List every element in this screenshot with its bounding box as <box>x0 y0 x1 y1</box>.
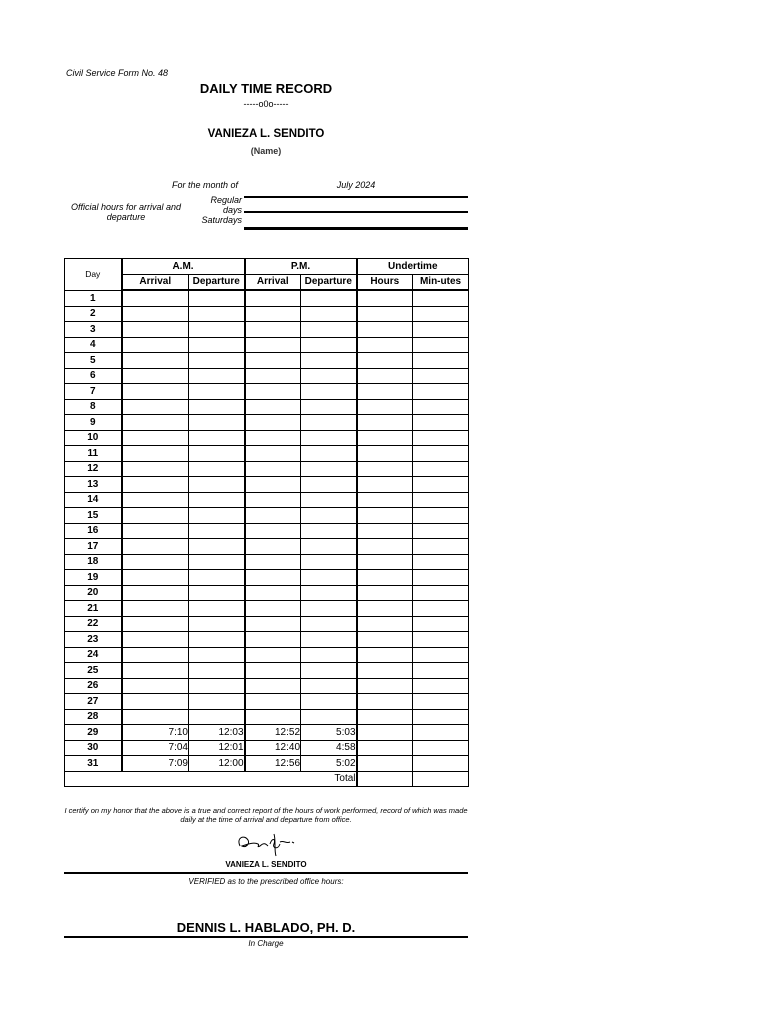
day-cell: 20 <box>65 585 122 601</box>
undertime-minutes-cell <box>413 554 469 570</box>
pm-departure-cell <box>301 647 357 663</box>
am-departure-cell <box>189 647 245 663</box>
table-row <box>65 523 469 539</box>
am-departure-cell <box>189 446 245 462</box>
am-departure-cell <box>189 678 245 694</box>
undertime-hours-cell <box>357 523 413 539</box>
undertime-minutes-cell <box>413 616 469 632</box>
table-row <box>65 337 469 353</box>
am-departure-cell <box>189 322 245 338</box>
table-row <box>65 585 469 601</box>
pm-arrival-cell <box>245 694 301 710</box>
am-arrival-cell <box>122 694 189 710</box>
pm-header: P.M. <box>245 259 357 275</box>
in-charge-caption: In Charge <box>248 939 284 948</box>
table-row <box>65 477 469 493</box>
am-departure-cell <box>189 353 245 369</box>
hours-header: Hours <box>357 274 413 290</box>
am-arrival-cell <box>122 570 189 586</box>
pm-departure-cell <box>301 492 357 508</box>
am-departure-cell <box>189 554 245 570</box>
pm-departure-cell <box>301 585 357 601</box>
month-label: For the month of <box>171 180 238 190</box>
minutes-header: Min-utes <box>413 274 469 290</box>
am-departure-cell <box>189 632 245 648</box>
am-arrival-cell <box>122 492 189 508</box>
am-arrival-cell <box>122 663 189 679</box>
undertime-hours-cell <box>357 461 413 477</box>
am-arrival-cell <box>122 337 189 353</box>
am-arrival-cell <box>122 554 189 570</box>
pm-departure-cell <box>301 616 357 632</box>
month-underline <box>244 196 468 198</box>
pm-arrival-cell: 12:52 <box>245 725 301 741</box>
am-departure-cell <box>189 663 245 679</box>
undertime-minutes-cell <box>413 523 469 539</box>
undertime-hours-cell <box>357 384 413 400</box>
pm-departure-cell <box>301 415 357 431</box>
undertime-minutes-cell <box>413 461 469 477</box>
table-row <box>65 554 469 570</box>
day-cell: 26 <box>65 678 122 694</box>
day-cell: 7 <box>65 384 122 400</box>
am-arrival-cell <box>122 477 189 493</box>
table-row <box>65 740 469 756</box>
am-arrival-cell <box>122 647 189 663</box>
undertime-minutes-cell <box>413 337 469 353</box>
table-row <box>65 756 469 772</box>
undertime-hours-cell <box>357 492 413 508</box>
pm-departure-cell <box>301 663 357 679</box>
table-row <box>65 399 469 415</box>
undertime-minutes-cell <box>413 539 469 555</box>
am-arrival-cell <box>122 446 189 462</box>
pm-arrival-cell <box>245 306 301 322</box>
am-departure-cell <box>189 384 245 400</box>
saturdays-underline <box>244 227 468 230</box>
pm-departure-cell <box>301 306 357 322</box>
day-cell: 18 <box>65 554 122 570</box>
day-cell: 29 <box>65 725 122 741</box>
day-cell: 2 <box>65 306 122 322</box>
am-arrival-cell <box>122 399 189 415</box>
undertime-hours-cell <box>357 446 413 462</box>
undertime-hours-cell <box>357 368 413 384</box>
regular-days-underline <box>244 211 468 213</box>
pm-departure-cell <box>301 570 357 586</box>
page-title: DAILY TIME RECORD <box>199 81 333 96</box>
pm-arrival-cell <box>245 290 301 306</box>
am-departure-cell <box>189 290 245 306</box>
undertime-minutes-cell <box>413 632 469 648</box>
am-arrival-cell: 7:09 <box>122 756 189 772</box>
am-arrival-cell <box>122 585 189 601</box>
undertime-hours-cell <box>357 647 413 663</box>
table-row <box>65 663 469 679</box>
day-cell: 5 <box>65 353 122 369</box>
pm-departure-cell <box>301 368 357 384</box>
undertime-hours-cell <box>357 415 413 431</box>
undertime-hours-cell <box>357 585 413 601</box>
undertime-minutes-cell <box>413 415 469 431</box>
day-cell: 10 <box>65 430 122 446</box>
day-cell: 1 <box>65 290 122 306</box>
undertime-minutes-cell <box>413 399 469 415</box>
undertime-minutes-cell <box>413 368 469 384</box>
undertime-hours-cell <box>357 632 413 648</box>
day-cell: 28 <box>65 709 122 725</box>
pm-arrival-cell <box>245 430 301 446</box>
total-minutes-cell <box>413 771 469 787</box>
day-cell: 17 <box>65 539 122 555</box>
undertime-minutes-cell <box>413 756 469 772</box>
undertime-hours-cell <box>357 399 413 415</box>
pm-arrival-cell <box>245 492 301 508</box>
day-cell: 9 <box>65 415 122 431</box>
in-charge-line <box>64 936 468 938</box>
pm-arrival-cell <box>245 585 301 601</box>
undertime-hours-cell <box>357 337 413 353</box>
total-hours-cell <box>357 771 413 787</box>
am-arrival-cell <box>122 709 189 725</box>
am-arrival-cell <box>122 632 189 648</box>
undertime-hours-cell <box>357 508 413 524</box>
am-header: A.M. <box>122 259 245 275</box>
am-departure-cell: 12:03 <box>189 725 245 741</box>
pm-departure-cell <box>301 601 357 617</box>
pm-departure-cell <box>301 290 357 306</box>
am-departure-cell <box>189 539 245 555</box>
pm-arrival-cell <box>245 539 301 555</box>
am-departure-cell <box>189 337 245 353</box>
undertime-hours-cell <box>357 740 413 756</box>
am-departure-cell <box>189 492 245 508</box>
undertime-minutes-cell <box>413 694 469 710</box>
pm-departure-cell <box>301 337 357 353</box>
am-departure-cell <box>189 709 245 725</box>
pm-arrival-cell <box>245 337 301 353</box>
pm-departure-cell <box>301 353 357 369</box>
pm-departure-cell: 4:58 <box>301 740 357 756</box>
day-cell: 23 <box>65 632 122 648</box>
employee-name-heading: VANIEZA L. SENDITO <box>207 128 325 140</box>
am-departure-cell <box>189 461 245 477</box>
month-value: July 2024 <box>336 180 376 190</box>
pm-arrival-cell <box>245 523 301 539</box>
undertime-minutes-cell <box>413 384 469 400</box>
table-row <box>65 353 469 369</box>
am-departure-cell <box>189 430 245 446</box>
pm-departure-cell <box>301 554 357 570</box>
verified-text: VERIFIED as to the prescribed office hours: <box>188 877 344 886</box>
undertime-hours-cell <box>357 290 413 306</box>
undertime-hours-cell <box>357 539 413 555</box>
day-header: Day <box>65 259 122 291</box>
undertime-hours-cell <box>357 306 413 322</box>
am-departure-cell <box>189 616 245 632</box>
undertime-hours-cell <box>357 554 413 570</box>
am-arrival-cell <box>122 368 189 384</box>
pm-departure-cell <box>301 678 357 694</box>
pm-arrival-header: Arrival <box>245 274 301 290</box>
table-row <box>65 678 469 694</box>
table-row <box>65 322 469 338</box>
undertime-hours-cell <box>357 353 413 369</box>
day-cell: 13 <box>65 477 122 493</box>
pm-departure-cell <box>301 632 357 648</box>
am-departure-cell <box>189 477 245 493</box>
pm-departure-cell <box>301 430 357 446</box>
table-row <box>65 384 469 400</box>
undertime-minutes-cell <box>413 601 469 617</box>
day-cell: 27 <box>65 694 122 710</box>
am-arrival-cell: 7:10 <box>122 725 189 741</box>
pm-departure-cell: 5:02 <box>301 756 357 772</box>
am-departure-cell <box>189 368 245 384</box>
undertime-minutes-cell <box>413 663 469 679</box>
undertime-hours-cell <box>357 430 413 446</box>
table-row <box>65 430 469 446</box>
day-cell: 21 <box>65 601 122 617</box>
am-departure-cell <box>189 694 245 710</box>
am-departure-cell <box>189 508 245 524</box>
am-departure-cell <box>189 415 245 431</box>
day-cell: 14 <box>65 492 122 508</box>
pm-departure-cell <box>301 694 357 710</box>
name-caption: (Name) <box>250 146 282 156</box>
undertime-minutes-cell <box>413 322 469 338</box>
table-row <box>65 601 469 617</box>
am-arrival-cell <box>122 322 189 338</box>
pm-arrival-cell <box>245 508 301 524</box>
undertime-minutes-cell <box>413 430 469 446</box>
am-departure-cell <box>189 601 245 617</box>
pm-departure-cell <box>301 384 357 400</box>
saturdays-label: Saturdays <box>201 215 242 225</box>
day-cell: 12 <box>65 461 122 477</box>
day-cell: 16 <box>65 523 122 539</box>
undertime-hours-cell <box>357 663 413 679</box>
signature-line <box>64 872 468 874</box>
table-row <box>65 709 469 725</box>
table-row <box>65 694 469 710</box>
table-row <box>65 415 469 431</box>
pm-departure-cell <box>301 539 357 555</box>
am-departure-cell <box>189 585 245 601</box>
day-cell: 8 <box>65 399 122 415</box>
undertime-minutes-cell <box>413 585 469 601</box>
pm-arrival-cell <box>245 322 301 338</box>
day-cell: 6 <box>65 368 122 384</box>
official-hours-label: Official hours for arrival and departure <box>70 202 182 222</box>
undertime-hours-cell <box>357 725 413 741</box>
pm-arrival-cell: 12:56 <box>245 756 301 772</box>
day-cell: 11 <box>65 446 122 462</box>
pm-departure-cell <box>301 477 357 493</box>
am-arrival-cell <box>122 306 189 322</box>
pm-departure-header: Departure <box>301 274 357 290</box>
undertime-minutes-cell <box>413 508 469 524</box>
undertime-minutes-cell <box>413 570 469 586</box>
undertime-minutes-cell <box>413 647 469 663</box>
pm-arrival-cell <box>245 616 301 632</box>
undertime-minutes-cell <box>413 725 469 741</box>
undertime-minutes-cell <box>413 306 469 322</box>
pm-arrival-cell <box>245 384 301 400</box>
pm-arrival-cell <box>245 477 301 493</box>
am-departure-header: Departure <box>189 274 245 290</box>
pm-departure-cell <box>301 322 357 338</box>
am-arrival-cell <box>122 523 189 539</box>
undertime-hours-cell <box>357 570 413 586</box>
pm-arrival-cell <box>245 570 301 586</box>
pm-arrival-cell <box>245 601 301 617</box>
pm-arrival-cell <box>245 709 301 725</box>
time-record-table <box>64 258 469 787</box>
undertime-hours-cell <box>357 477 413 493</box>
am-arrival-cell <box>122 508 189 524</box>
pm-arrival-cell <box>245 461 301 477</box>
employee-signature-name: VANIEZA L. SENDITO <box>225 860 307 869</box>
undertime-minutes-cell <box>413 740 469 756</box>
pm-arrival-cell <box>245 368 301 384</box>
pm-arrival-cell <box>245 632 301 648</box>
undertime-minutes-cell <box>413 446 469 462</box>
pm-arrival-cell <box>245 399 301 415</box>
undertime-minutes-cell <box>413 709 469 725</box>
undertime-hours-cell <box>357 601 413 617</box>
am-arrival-cell <box>122 384 189 400</box>
undertime-hours-cell <box>357 756 413 772</box>
am-departure-cell <box>189 306 245 322</box>
pm-departure-cell <box>301 523 357 539</box>
day-cell: 25 <box>65 663 122 679</box>
pm-arrival-cell <box>245 678 301 694</box>
day-cell: 30 <box>65 740 122 756</box>
table-row <box>65 647 469 663</box>
pm-departure-cell <box>301 446 357 462</box>
table-row <box>65 508 469 524</box>
pm-arrival-cell <box>245 647 301 663</box>
day-cell: 19 <box>65 570 122 586</box>
pm-departure-cell <box>301 508 357 524</box>
in-charge-name: DENNIS L. HABLADO, PH. D. <box>176 920 356 935</box>
undertime-minutes-cell <box>413 353 469 369</box>
am-arrival-cell <box>122 415 189 431</box>
pm-departure-cell <box>301 709 357 725</box>
day-cell: 3 <box>65 322 122 338</box>
am-departure-cell <box>189 399 245 415</box>
pm-departure-cell <box>301 399 357 415</box>
table-row <box>65 570 469 586</box>
day-cell: 22 <box>65 616 122 632</box>
undertime-hours-cell <box>357 678 413 694</box>
am-departure-cell <box>189 570 245 586</box>
table-row <box>65 306 469 322</box>
pm-arrival-cell <box>245 663 301 679</box>
pm-departure-cell: 5:03 <box>301 725 357 741</box>
day-cell: 15 <box>65 508 122 524</box>
pm-departure-cell <box>301 461 357 477</box>
am-arrival-cell: 7:04 <box>122 740 189 756</box>
day-cell: 24 <box>65 647 122 663</box>
table-row <box>65 492 469 508</box>
am-arrival-cell <box>122 353 189 369</box>
table-row <box>65 632 469 648</box>
undertime-hours-cell <box>357 616 413 632</box>
pm-arrival-cell <box>245 415 301 431</box>
pm-arrival-cell <box>245 554 301 570</box>
pm-arrival-cell: 12:40 <box>245 740 301 756</box>
am-arrival-cell <box>122 430 189 446</box>
certification-text: I certify on my honor that the above is a true and correct report of the hours of work performed, record of which was made daily at the time of arrival and departure from office. <box>64 806 468 824</box>
day-cell: 4 <box>65 337 122 353</box>
undertime-hours-cell <box>357 709 413 725</box>
table-row <box>65 539 469 555</box>
table-row <box>65 446 469 462</box>
signature-image <box>230 828 302 858</box>
undertime-hours-cell <box>357 694 413 710</box>
pm-arrival-cell <box>245 353 301 369</box>
undertime-hours-cell <box>357 322 413 338</box>
am-arrival-cell <box>122 290 189 306</box>
am-arrival-header: Arrival <box>122 274 189 290</box>
total-label: Total <box>65 771 357 787</box>
table-row <box>65 725 469 741</box>
undertime-minutes-cell <box>413 678 469 694</box>
table-row <box>65 461 469 477</box>
am-arrival-cell <box>122 678 189 694</box>
am-arrival-cell <box>122 601 189 617</box>
regular-days-label: Regular days <box>210 195 242 215</box>
undertime-minutes-cell <box>413 477 469 493</box>
undertime-minutes-cell <box>413 492 469 508</box>
am-departure-cell <box>189 523 245 539</box>
am-arrival-cell <box>122 616 189 632</box>
title-decoration: -----o0o----- <box>243 99 289 109</box>
table-row <box>65 616 469 632</box>
form-number: Civil Service Form No. 48 <box>66 68 169 78</box>
day-cell: 31 <box>65 756 122 772</box>
am-arrival-cell <box>122 539 189 555</box>
table-row <box>65 290 469 306</box>
am-departure-cell: 12:01 <box>189 740 245 756</box>
am-departure-cell: 12:00 <box>189 756 245 772</box>
undertime-minutes-cell <box>413 290 469 306</box>
pm-arrival-cell <box>245 446 301 462</box>
am-arrival-cell <box>122 461 189 477</box>
undertime-header: Undertime <box>357 259 469 275</box>
table-row <box>65 368 469 384</box>
